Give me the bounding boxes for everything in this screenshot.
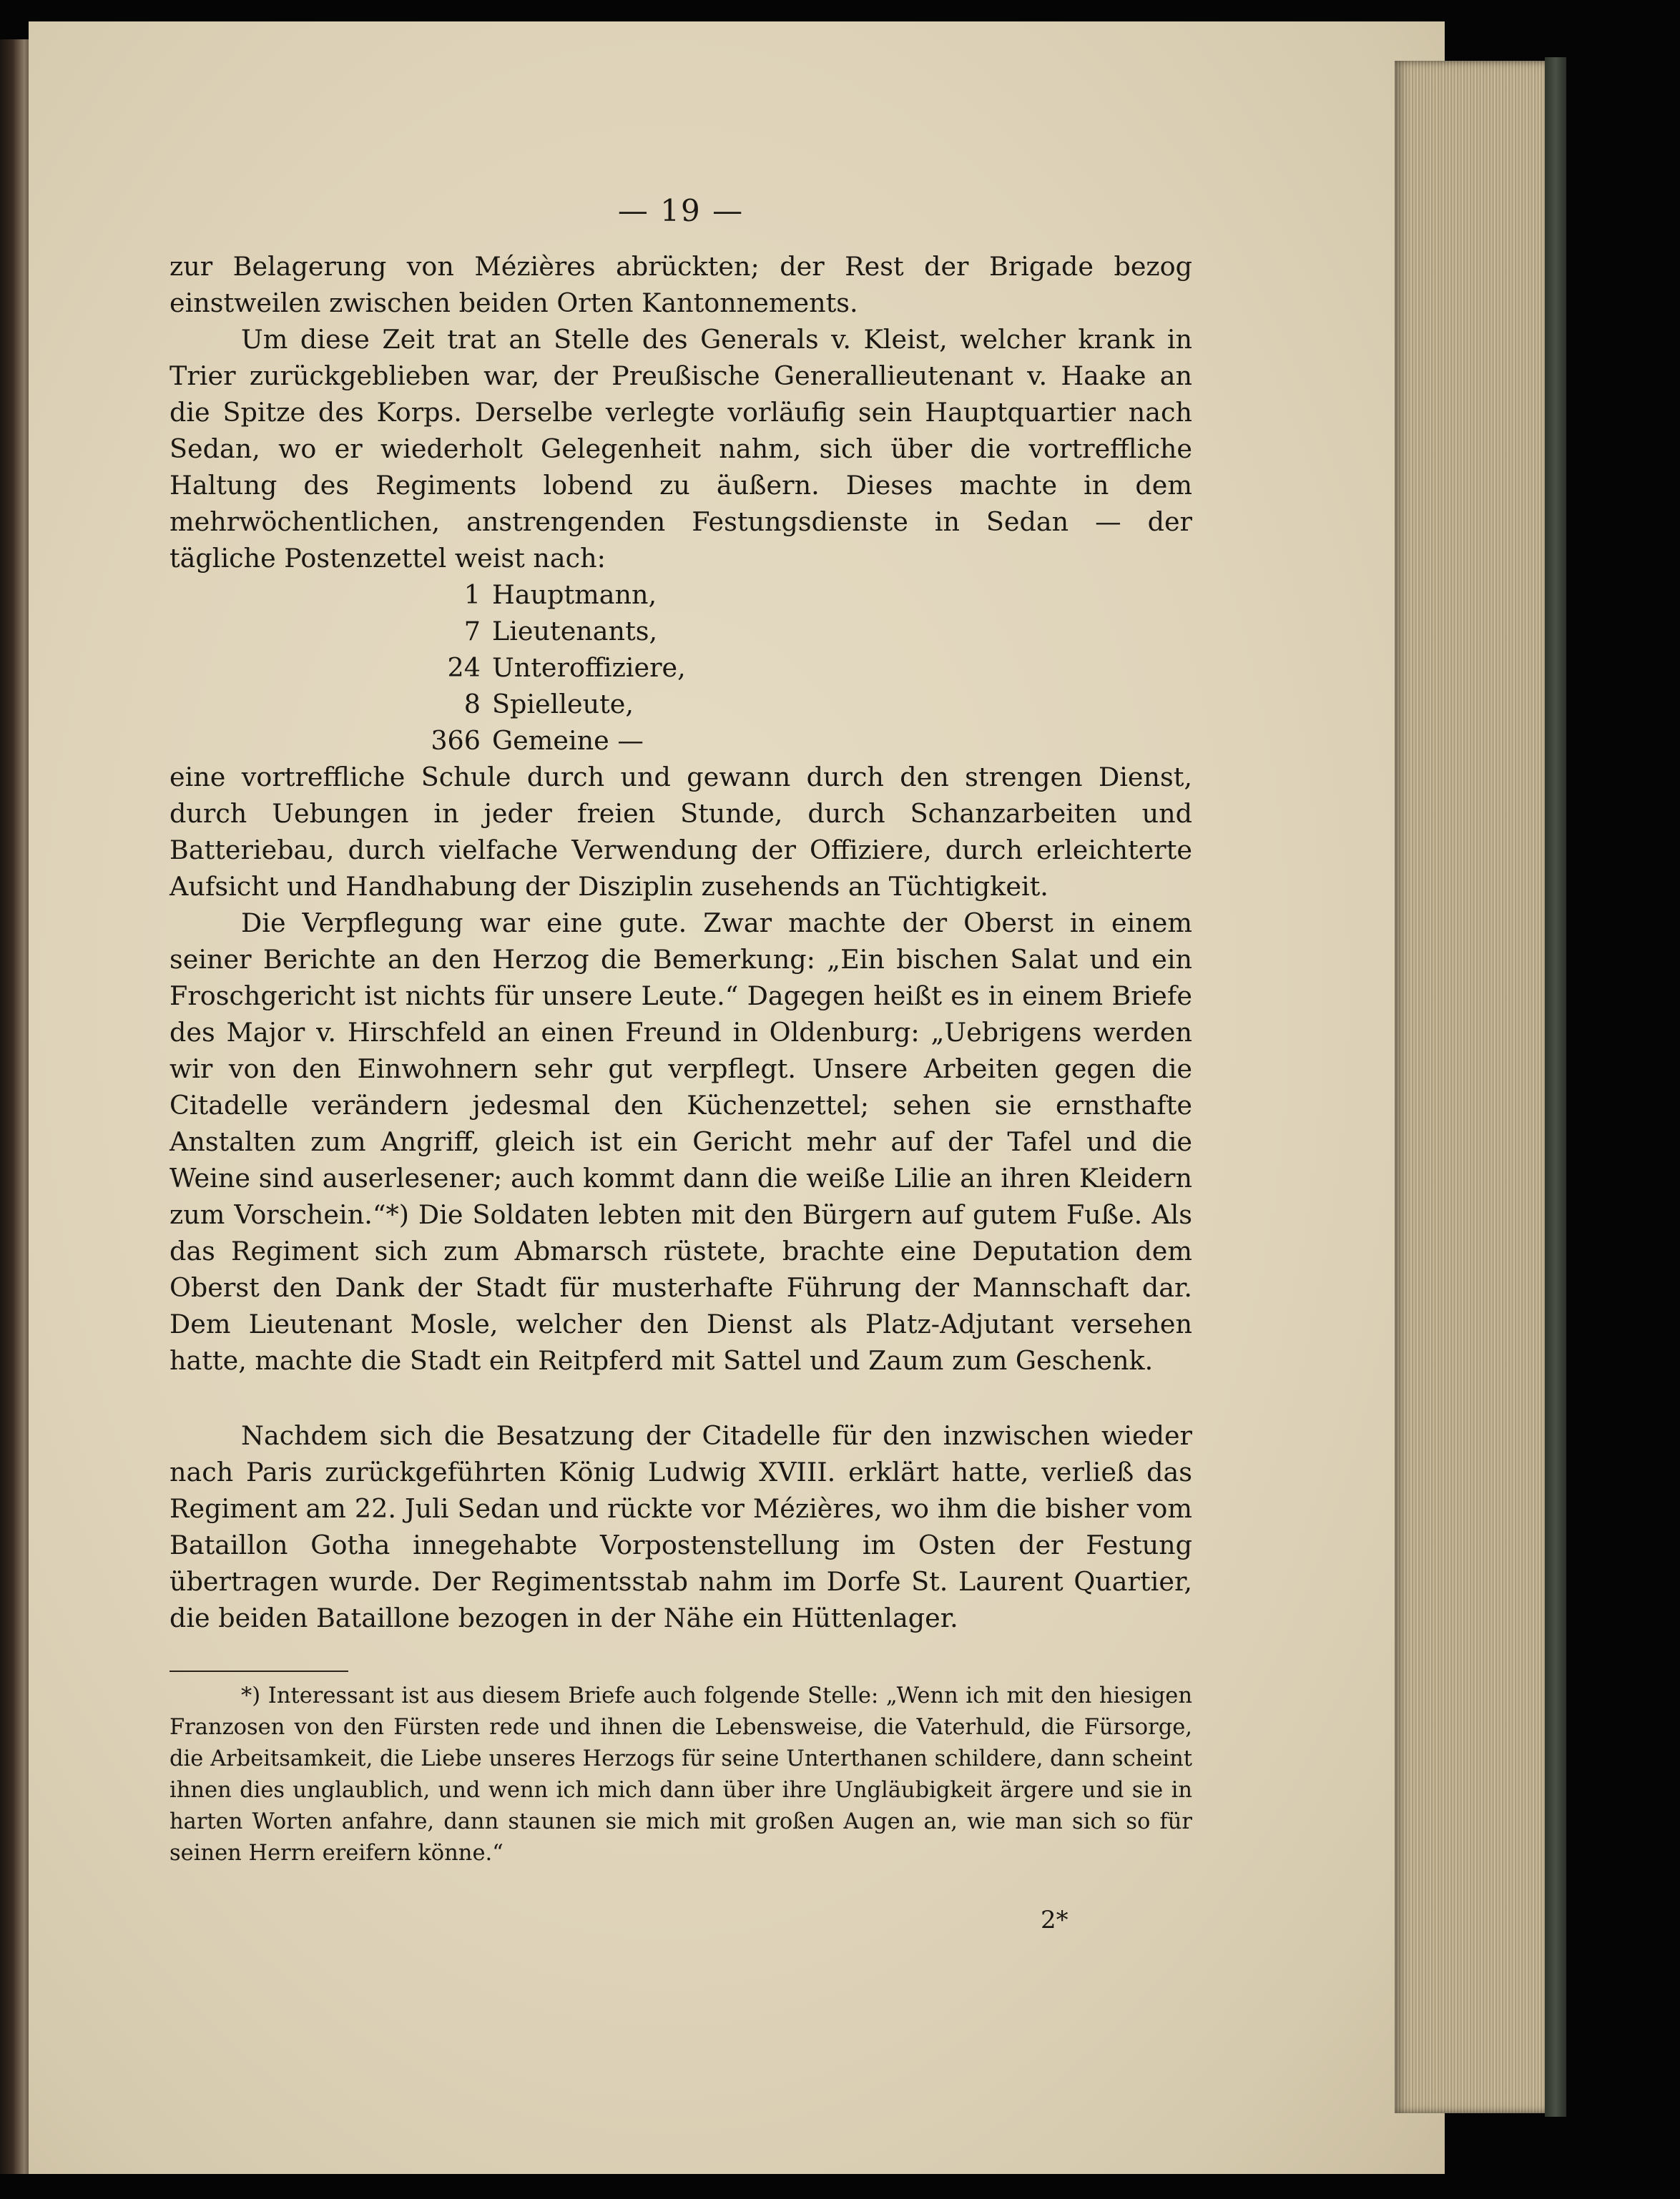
roster-label: Lieutenants,: [492, 616, 658, 646]
roster-row: [170, 613, 1192, 649]
roster-label: Spielleute,: [492, 689, 634, 719]
paragraph-4: Die Verpflegung war eine gute. Zwar machte der Oberst in einem seiner Berichte an den Herzog die Bemerkung: „Ein bischen Salat und ein Froschgericht ist nichts für unsere Leute.“ Dagegen heißt es in einem Briefe des Major v. Hirschfeld an einen Freund in Oldenburg: „Uebrigens werden wir von den Einwohnern sehr gut verpflegt. Unsere Arbeiten gegen die Citadelle verändern jedesmal den Küchenzettel; sehen sie ernsthafte Anstalten zum Angriff, gleich ist ein Gericht mehr auf der Tafel und die Weine sind auserlesener; auch kommt dann die weiße Lilie an ihren Kleidern zum Vorschein.“*) Die Soldaten lebten mit den Bürgern auf gutem Fuße. Als das Regiment sich zum Abmarsch rüstete, brachte eine Deputation dem Oberst den Dank der Stadt für musterhafte Führung der Mannschaft dar. Dem Lieutenant Mosle, welcher den Dienst als Platz-Adjutant versehen hatte, machte die Stadt ein Reitpferd mit Sattel und Zaum zum Geschenk.: [170, 907, 1192, 1376]
signature-mark: 2*: [1041, 1906, 1069, 1934]
paragraph-3: eine vortreffliche Schule durch und gewann durch den strengen Dienst, durch Uebungen in jeder freien Stunde, durch Schanzarbeiten und Batteriebau, durch vielfache Verwendung der Offiziere, durch erleichterte Aufsicht und Handhabung der Disziplin zusehends an Tüchtigkeit.: [170, 762, 1192, 902]
book-left-edge: [0, 39, 29, 2174]
roster-label: Unteroffiziere,: [492, 652, 686, 683]
roster-count: 7: [463, 616, 481, 646]
footnote-divider: [170, 1671, 348, 1672]
roster-row: [170, 722, 1192, 759]
roster-count: 24: [447, 652, 481, 683]
roster-label: Hauptmann,: [492, 579, 657, 610]
guard-roster-list: [170, 576, 1192, 759]
roster-row: [170, 686, 1192, 722]
page-number: — 19 —: [617, 193, 745, 228]
roster-count: 8: [463, 689, 481, 719]
paragraph-5: Nachdem sich die Besatzung der Citadelle für den inzwischen wieder nach Paris zurückgeführten König Ludwig XVIII. erklärt hatte, verließ das Regiment am 22. Juli Sedan und rückte vor Mézières, wo ihm die bisher vom Bataillon Gotha innegehabte Vorpostenstellung im Osten der Festung übertragen wurde. Der Regimentsstab nahm im Dorfe St. Laurent Quartier, die beiden Bataillone bezogen in der Nähe ein Hüttenlager.: [170, 1420, 1192, 1633]
page-text-block: [170, 193, 1192, 1869]
roster-label: Gemeine —: [492, 725, 644, 756]
roster-count: 366: [431, 725, 481, 756]
roster-row: [170, 576, 1192, 613]
paragraph-2: Um diese Zeit trat an Stelle des Generals v. Kleist, welcher krank in Trier zurückgeblieben war, der Preußische Generallieutenant v. Haake an die Spitze des Korps. Derselbe verlegte vorläufig sein Hauptquartier nach Sedan, wo er wiederholt Gelegenheit nahm, sich über die vortreffliche Haltung des Regiments lobend zu äußern. Dieses machte in dem mehrwöchentlichen, anstrengenden Festungsdienste in Sedan — der tägliche Postenzettel weist nach:: [170, 324, 1192, 574]
page-fore-edge: [1395, 61, 1552, 2113]
paragraph-1: zur Belagerung von Mézières abrückten; der Rest der Brigade bezog einstweilen zwischen beiden Orten Kantonnements.: [170, 251, 1192, 318]
book-cover-edge: [1545, 57, 1566, 2117]
roster-row: [170, 649, 1192, 686]
footnote: *) Interessant ist aus diesem Briefe auch folgende Stelle: „Wenn ich mit den hiesigen Franzosen von den Fürsten rede und ihnen die Lebensweise, die Vaterhuld, die Fürsorge, die Arbeitsamkeit, die Liebe unseres Herzogs für seine Unterthanen schildere, dann scheint ihnen dies unglaublich, und wenn ich mich dann über ihre Ungläubigkeit ärgere und sie in harten Worten anfahre, dann staunen sie mich mit großen Augen an, wie man sich so für seinen Herrn ereifern könne.“: [170, 1683, 1192, 1866]
roster-count: 1: [463, 579, 481, 610]
